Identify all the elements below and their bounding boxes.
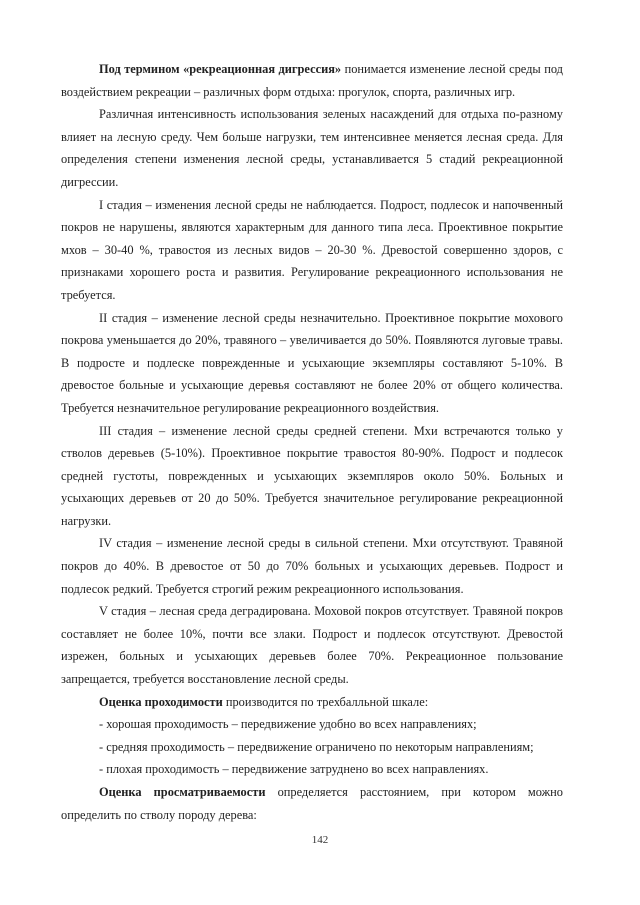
paragraph-text: определяется расстоянием, при котором можно определить по стволу породу дерева:: [61, 785, 563, 822]
paragraph-stage-5: [61, 600, 563, 690]
term-bold: Оценка просматриваемости: [99, 785, 266, 799]
paragraph-stage-1: [61, 194, 563, 307]
term-bold: Оценка проходимости: [99, 694, 223, 709]
paragraph-stage-2: [61, 307, 563, 420]
paragraph-text: V стадия – лесная среда деградирована. Моховой покров отсутствует. Травяной покров составляет не более 10%, почти все злаки. Подрост и подлесок отсутствуют. Древостой изрежен, больных и усыхающих деревьев более 70%. Рекреационное пользование запрещается, требуется восстановление лесной среды.: [61, 604, 563, 687]
paragraph-text: производится по трехбалльной шкале:: [222, 694, 429, 709]
paragraph-text: III стадия – изменение лесной среды средней степени. Мхи встречаются только у стволов деревьев (5-10%). Проективное покрытие травостоя 80-90%. Подрост и подлесок средней густоты, поврежденных и усыхающих экземпляров около 50%. Больных и усыхающих деревьев от 20 до 50%. Требуется значительное регулирование рекреационной нагрузки.: [61, 423, 563, 528]
paragraph-text: I стадия – изменения лесной среды не наблюдается. Подрост, подлесок и напочвенный покров не нарушены, являются характерным для данного типа леса. Проективное покрытие мхов – 30-40 %, травостоя из лесных видов – 20-30 %. Древостой совершенно здоров, с признаками хорошего роста и развития. Регулирование рекреационного использования не требуется.: [61, 197, 563, 302]
paragraph-stage-4: [61, 532, 563, 600]
paragraph-intro: [61, 103, 563, 193]
list-item-text: - средняя проходимость – передвижение ограничено по некоторым направлениям;: [99, 739, 534, 754]
list-item-text: - хорошая проходимость – передвижение удобно во всех направлениях;: [99, 717, 477, 732]
paragraph-text: Различная интенсивность использования зеленых насаждений для отдыха по-разному влияет на лесную среду. Чем больше нагрузки, тем интенсивнее меняется лесная среда. Для определения степени изменения лесной среды, устанавливается 5 стадий рекреационной дигрессии.: [61, 107, 563, 189]
term-bold: Под термином «рекреационная дигрессия»: [99, 62, 342, 76]
list-item-text: - плохая проходимость – передвижение затруднено во всех направлениях.: [99, 762, 489, 777]
paragraph-passability: [61, 691, 563, 714]
page-number: 142: [311, 834, 329, 846]
paragraph-text: понимается изменение лесной среды под воздействием рекреации – различных форм отдыха: прогулок, спорта, различных игр.: [61, 62, 563, 99]
list-item-medium: [61, 736, 563, 759]
paragraph-definition: [61, 58, 563, 103]
list-item-poor: [61, 758, 563, 781]
paragraph-visibility: [61, 781, 563, 826]
paragraph-stage-3: [61, 420, 563, 533]
paragraph-text: IV стадия – изменение лесной среды в сильной степени. Мхи отсутствуют. Травяной покров до 40%. В древостое от 50 до 70% больных и усыхающих деревьев. Подрост и подлесок редкий. Требуется строгий режим рекреационного использования.: [61, 536, 563, 596]
list-item-good: [61, 713, 563, 736]
body-text: [61, 58, 563, 826]
paragraph-text: II стадия – изменение лесной среды незначительно. Проективное покрытие мохового покрова уменьшается до 20%, травяного – увеличивается до 50%. Появляются луговые травы. В подросте и подлеске поврежденные и усыхающие экземпляры составляют 5-10%. В древостое больные и усыхающие деревья составляют не более 20% от общего количества. Требуется незначительное регулирование рекреационного воздействия.: [61, 310, 563, 415]
